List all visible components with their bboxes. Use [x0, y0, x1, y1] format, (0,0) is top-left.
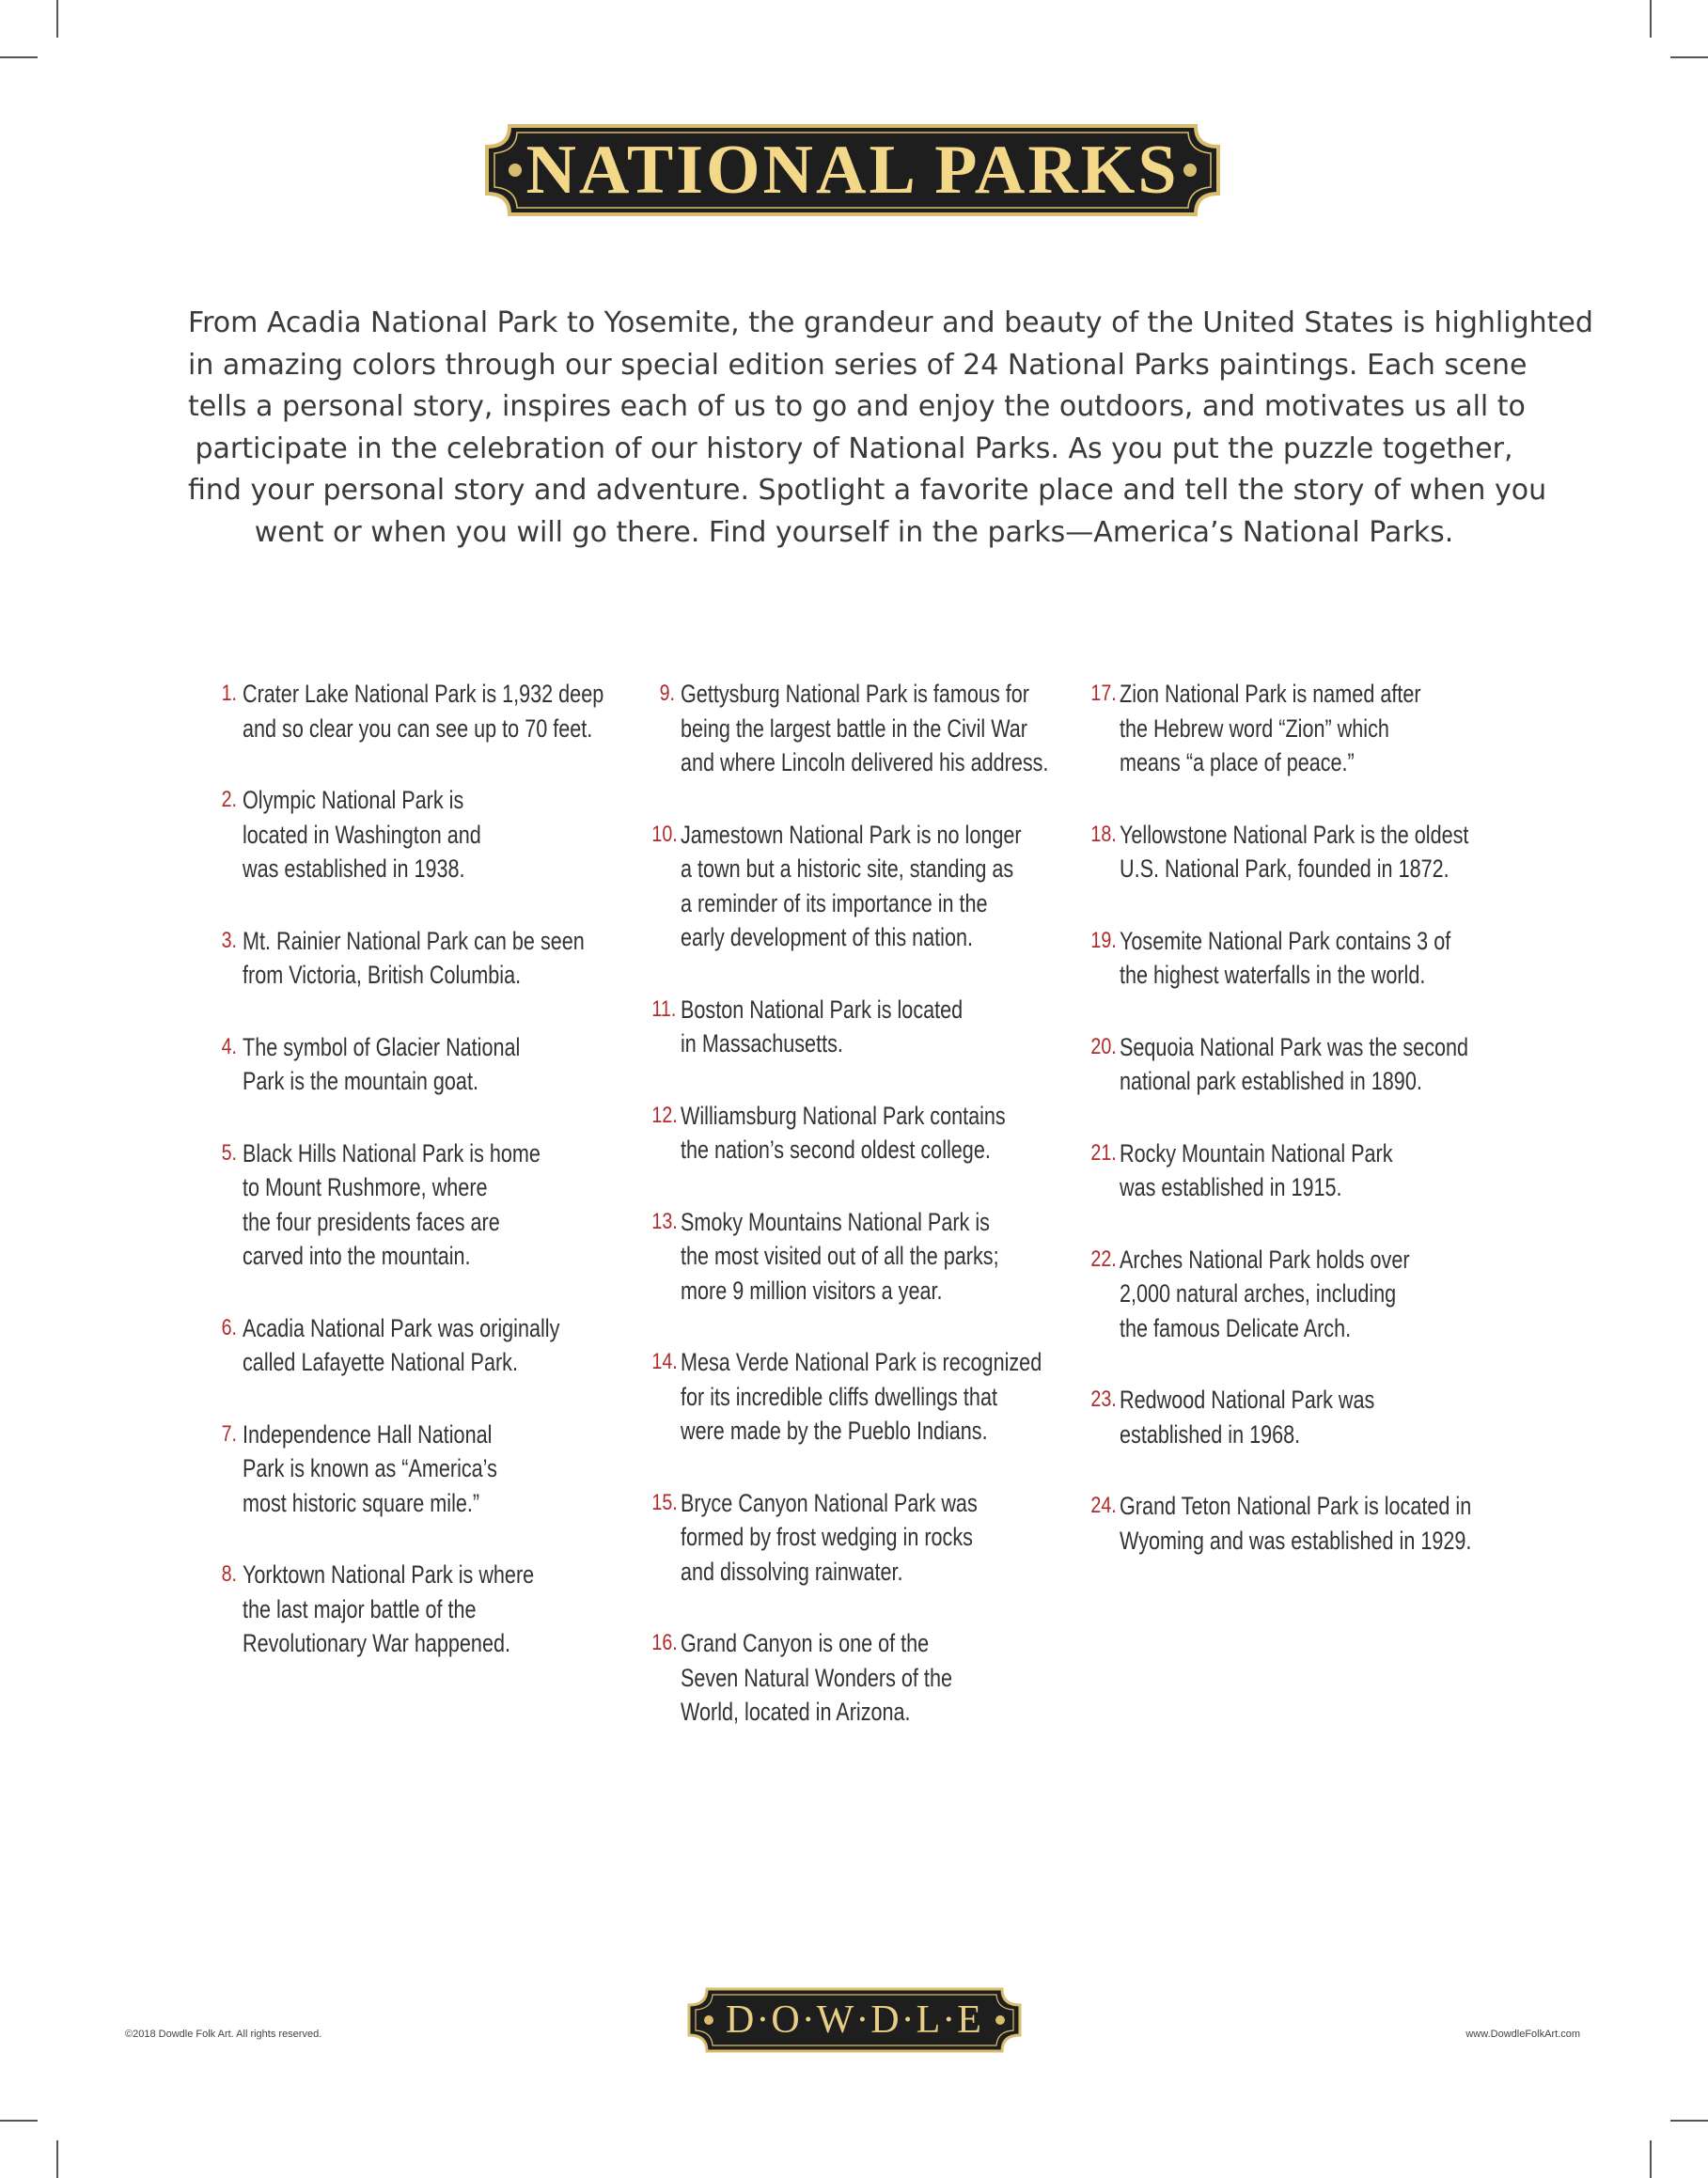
fact-text [681, 818, 1022, 955]
fact-line: Mt. Rainier National Park can be seen [243, 926, 585, 955]
fact-text [1120, 1136, 1393, 1205]
fact-text [681, 677, 1048, 780]
fact-line: U.S. National Park, founded in 1872. [1120, 854, 1449, 883]
fact-text [243, 1311, 559, 1380]
fact-line: Gettysburg National Park is famous for [681, 680, 1029, 708]
crop-mark-bottom-right-horizontal [1670, 2120, 1708, 2122]
fact-line: Arches National Park holds over [1120, 1245, 1410, 1274]
fact-text [243, 1418, 497, 1521]
intro-line: in amazing colors through our special edition series of 24 National Parks paintings. Each scene [188, 348, 1528, 382]
fact-text [243, 1030, 520, 1099]
fact-line: the Hebrew word “Zion” which [1120, 713, 1389, 743]
fact-line: the most visited out of all the parks; [681, 1242, 999, 1270]
fact-line: early development of this nation. [681, 923, 973, 951]
crop-mark-bottom-left-vertical [56, 2140, 58, 2178]
crop-mark-top-right-horizontal [1670, 56, 1708, 58]
fact-line: Rocky Mountain National Park [1120, 1138, 1393, 1167]
fact-number: 8. [221, 1561, 237, 1587]
fact-text [243, 924, 585, 993]
page-title: NATIONAL PARKS [525, 132, 1180, 209]
fact-text [243, 1136, 541, 1274]
fact-line: World, located in Arizona. [681, 1698, 911, 1726]
fact-line: Sequoia National Park was the second [1120, 1032, 1469, 1061]
dowdle-logo [686, 1986, 1023, 2054]
fact-number: 18. [1090, 821, 1117, 847]
fact-number: 17. [1090, 681, 1117, 706]
fact-line: means “a place of peace.” [1120, 748, 1355, 776]
fact-line: and so clear you can see up to 70 feet. [243, 713, 593, 743]
fact-text [1120, 1383, 1374, 1451]
fact-line: Park is known as “America’s [243, 1454, 497, 1482]
fact-line: to Mount Rushmore, where [243, 1173, 488, 1201]
fact-line: Bryce Canyon National Park was [681, 1488, 978, 1517]
fact-number: 7. [221, 1420, 237, 1447]
fact-text [681, 1486, 978, 1590]
fact-line: more 9 million visitors a year. [681, 1276, 943, 1305]
fact-text [1120, 677, 1421, 780]
fact-line: the highest waterfalls in the world. [1120, 961, 1426, 989]
fact-text [243, 677, 603, 745]
fact-line: Boston National Park is located [681, 995, 964, 1024]
fact-line: a reminder of its importance in the [681, 888, 988, 917]
fact-number: 2. [221, 787, 237, 812]
fact-line: most historic square mile.” [243, 1488, 480, 1517]
copyright-notice: ©2018 Dowdle Folk Art. All rights reserved. [125, 2029, 322, 2040]
fact-line: and where Lincoln delivered his address. [681, 748, 1049, 776]
fact-number: 21. [1090, 1139, 1117, 1166]
fact-line: Park is the mountain goat. [243, 1067, 478, 1095]
fact-number: 20. [1090, 1033, 1117, 1059]
fact-number: 13. [651, 1208, 678, 1234]
logo-text: D·O·W·D·L·E [726, 1998, 983, 2042]
fact-number: 3. [221, 927, 237, 953]
fact-number: 16. [651, 1630, 678, 1655]
fact-line: 2,000 natural arches, including [1120, 1279, 1397, 1308]
crop-mark-bottom-left-horizontal [0, 2120, 38, 2122]
intro-line: tells a personal story, inspires each of us to go and enjoy the outdoors, and motivates us all to [188, 390, 1526, 423]
fact-line: Williamsburg National Park contains [681, 1101, 1006, 1130]
fact-number: 15. [651, 1489, 678, 1515]
fact-line: called Lafayette National Park. [243, 1348, 518, 1376]
fact-number: 4. [221, 1033, 237, 1059]
fact-line: formed by frost wedging in rocks [681, 1523, 973, 1551]
fact-line: Olympic National Park is [243, 786, 464, 814]
fact-text [681, 1345, 1042, 1449]
fact-text [1120, 818, 1468, 886]
fact-number: 6. [221, 1314, 237, 1340]
fact-line: Acadia National Park was originally [243, 1313, 560, 1342]
fact-number: 14. [651, 1349, 678, 1374]
fact-text [1120, 1243, 1410, 1346]
fact-line: national park established in 1890. [1120, 1067, 1422, 1095]
crop-mark-top-right-vertical [1650, 0, 1652, 38]
fact-text [243, 1558, 534, 1661]
intro-line: participate in the celebration of our history of National Parks. As you put the puzzle together, [195, 431, 1513, 465]
fact-line: The symbol of Glacier National [243, 1032, 521, 1061]
fact-line: Crater Lake National Park is 1,932 deep [243, 680, 604, 708]
fact-line: Yellowstone National Park is the oldest [1120, 820, 1469, 849]
intro-line: From Acadia National Park to Yosemite, the grandeur and beauty of the United States is highlighted [188, 306, 1593, 339]
fact-line: located in Washington and [243, 820, 481, 849]
fact-line: the four presidents faces are [243, 1207, 500, 1236]
fact-line: and dissolving rainwater. [681, 1557, 903, 1586]
fact-line: was established in 1938. [243, 854, 465, 883]
fact-text [1120, 1489, 1471, 1558]
fact-line: the last major battle of the [243, 1594, 477, 1623]
fact-number: 19. [1090, 927, 1117, 953]
fact-line: Black Hills National Park is home [243, 1138, 541, 1167]
fact-line: established in 1968. [1120, 1419, 1301, 1449]
fact-number: 22. [1090, 1246, 1117, 1272]
intro-line: went or when you will go there. Find yourself in the parks—America’s National Parks. [254, 515, 1454, 549]
fact-line: Zion National Park is named after [1120, 680, 1421, 708]
website-url: www.DowdleFolkArt.com [1465, 2029, 1580, 2040]
fact-text [681, 1626, 952, 1730]
fact-line: the nation’s second oldest college. [681, 1136, 991, 1164]
fact-number: 5. [221, 1139, 237, 1166]
fact-line: from Victoria, British Columbia. [243, 961, 522, 989]
fact-text [1120, 924, 1450, 993]
fact-line: carved into the mountain. [243, 1242, 471, 1270]
fact-number: 11. [651, 995, 677, 1022]
fact-line: for its incredible cliffs dwellings that [681, 1382, 997, 1411]
fact-number: 10. [651, 821, 678, 847]
crop-mark-top-left-vertical [56, 0, 58, 38]
fact-line: in Massachusetts. [681, 1029, 843, 1058]
fact-number: 23. [1090, 1387, 1117, 1412]
fact-line: Revolutionary War happened. [243, 1629, 510, 1657]
crop-mark-bottom-right-vertical [1650, 2140, 1652, 2178]
fact-text [681, 1099, 1006, 1167]
fact-line: Independence Hall National [243, 1419, 493, 1449]
title-plaque [483, 122, 1222, 218]
fact-line: Yorktown National Park is where [243, 1560, 535, 1589]
fact-line: was established in 1915. [1120, 1173, 1342, 1201]
fact-line: Grand Teton National Park is located in [1120, 1492, 1472, 1520]
fact-line: Yosemite National Park contains 3 of [1120, 926, 1451, 955]
crop-mark-top-left-horizontal [0, 56, 38, 58]
fact-line: being the largest battle in the Civil War [681, 713, 1027, 743]
fact-line: Mesa Verde National Park is recognized [681, 1348, 1042, 1376]
fact-number: 1. [221, 681, 237, 706]
fact-line: Smoky Mountains National Park is [681, 1207, 990, 1236]
fact-line: Wyoming and was established in 1929. [1120, 1526, 1472, 1555]
fact-text [243, 783, 481, 886]
intro-paragraph [188, 303, 1593, 554]
fact-number: 24. [1090, 1493, 1117, 1518]
fact-text [681, 1205, 999, 1308]
fact-number: 12. [651, 1102, 678, 1128]
fact-text [681, 993, 963, 1061]
intro-line: find your personal story and adventure. Spotlight a favorite place and tell the story of when you [188, 474, 1547, 507]
fact-line: Seven Natural Wonders of the [681, 1663, 952, 1692]
fact-line: Grand Canyon is one of the [681, 1629, 930, 1657]
fact-line: Redwood National Park was [1120, 1386, 1375, 1414]
fact-line: Jamestown National Park is no longer [681, 820, 1022, 849]
fact-number: 9. [659, 681, 675, 706]
fact-line: the famous Delicate Arch. [1120, 1313, 1352, 1342]
fact-line: were made by the Pueblo Indians. [681, 1417, 988, 1445]
fact-text [1120, 1030, 1468, 1099]
fact-line: a town but a historic site, standing as [681, 854, 1014, 883]
